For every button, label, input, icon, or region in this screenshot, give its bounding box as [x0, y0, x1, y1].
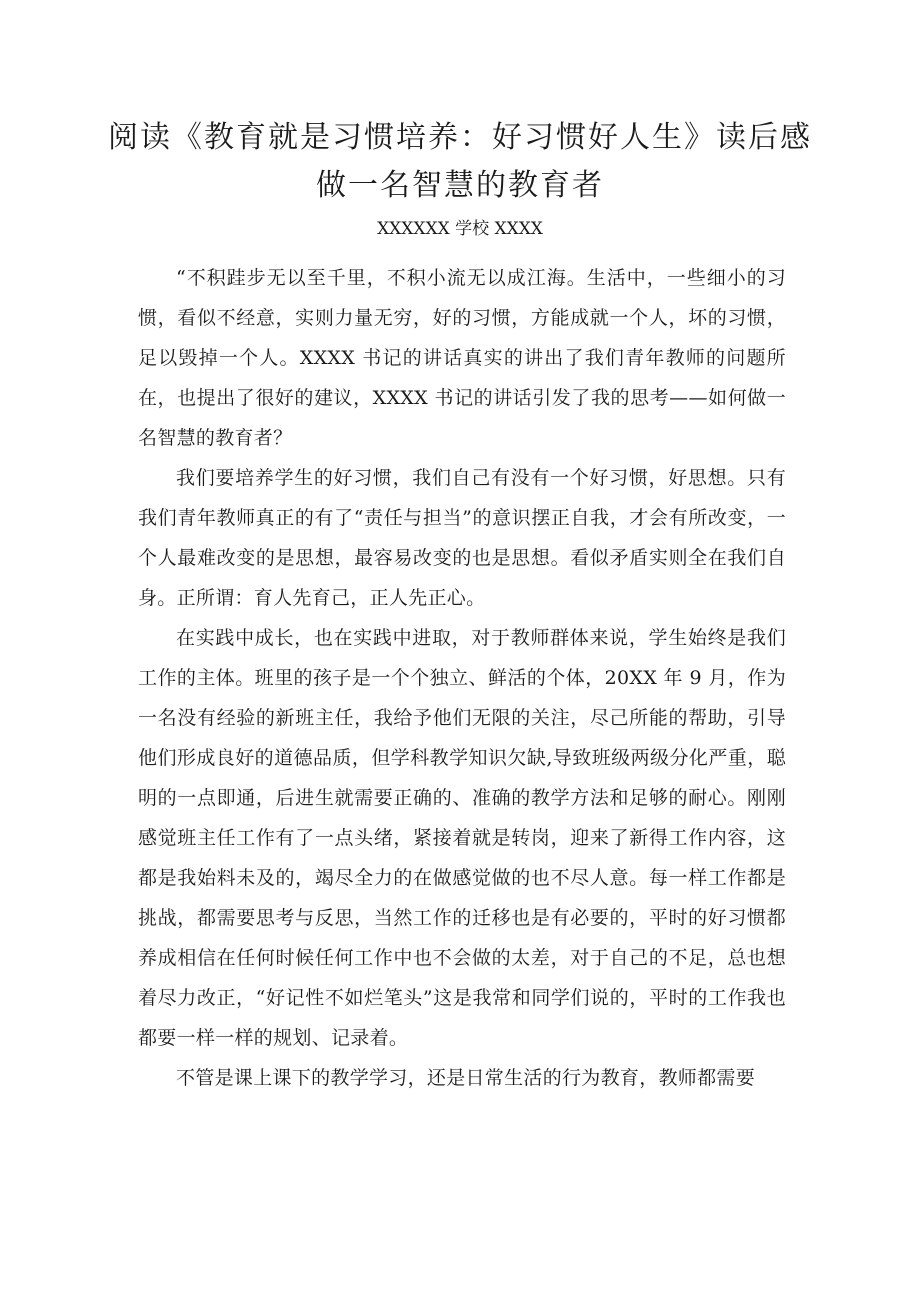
- document-body: [138, 258, 786, 1098]
- paragraph: 在实践中成长，也在实践中进取，对于教师群体来说，学生始终是我们工作的主体。班里的孩子是一个个独立、鲜活的个体，20XX 年 9 月，作为一名没有经验的新班主任，我给予他们无限的关注，尽己所能的帮助，引导他们形成良好的道德品质，但学科教学知识欠缺,导致班级两级分化严重，聪明的一点即通，后进生就需要正确的、准确的教学方法和足够的耐心。刚刚感觉班主任工作有了一点头绪，紧接着就是转岗，迎来了新得工作内容，这都是我始料未及的，竭尽全力的在做感觉做的也不尽人意。每一样工作都是挑战，都需要思考与反思，当然工作的迁移也是有必要的，平时的好习惯都养成相信在任何时候任何工作中也不会做的太差，对于自己的不足，总也想着尽力改正，“好记性不如烂笔头”这是我常和同学们说的，平时的工作我也都要一样一样的规划、记录着。: [138, 627, 786, 1049]
- document-subtitle: 做一名智慧的教育者: [316, 168, 604, 203]
- author-line: XXXXXX 学校 XXXX: [377, 219, 543, 239]
- document-title: 阅读《教育就是习惯培养：好习惯好人生》读后感: [108, 120, 812, 155]
- paragraph: “不积跬步无以至千里，不积小流无以成江海。生活中，一些细小的习惯，看似不经意，实则力量无穷，好的习惯，方能成就一个人，坏的习惯，足以毁掉一个人。XXXX 书记的讲话真实的讲出了我们青年教师的问题所在，也提出了很好的建议，XXXX 书记的讲话引发了我的思考——如何做一名智慧的教育者？: [138, 267, 786, 449]
- paragraph: 我们要培养学生的好习惯，我们自己有没有一个好习惯，好思想。只有我们青年教师真正的有了“责任与担当”的意识摆正自我，才会有所改变，一个人最难改变的是思想，最容易改变的也是思想。看似矛盾实则全在我们自身。正所谓：育人先育己，正人先正心。: [138, 467, 786, 609]
- paragraph: 不管是课上课下的教学学习，还是日常生活的行为教育，教师都需要: [176, 1067, 756, 1089]
